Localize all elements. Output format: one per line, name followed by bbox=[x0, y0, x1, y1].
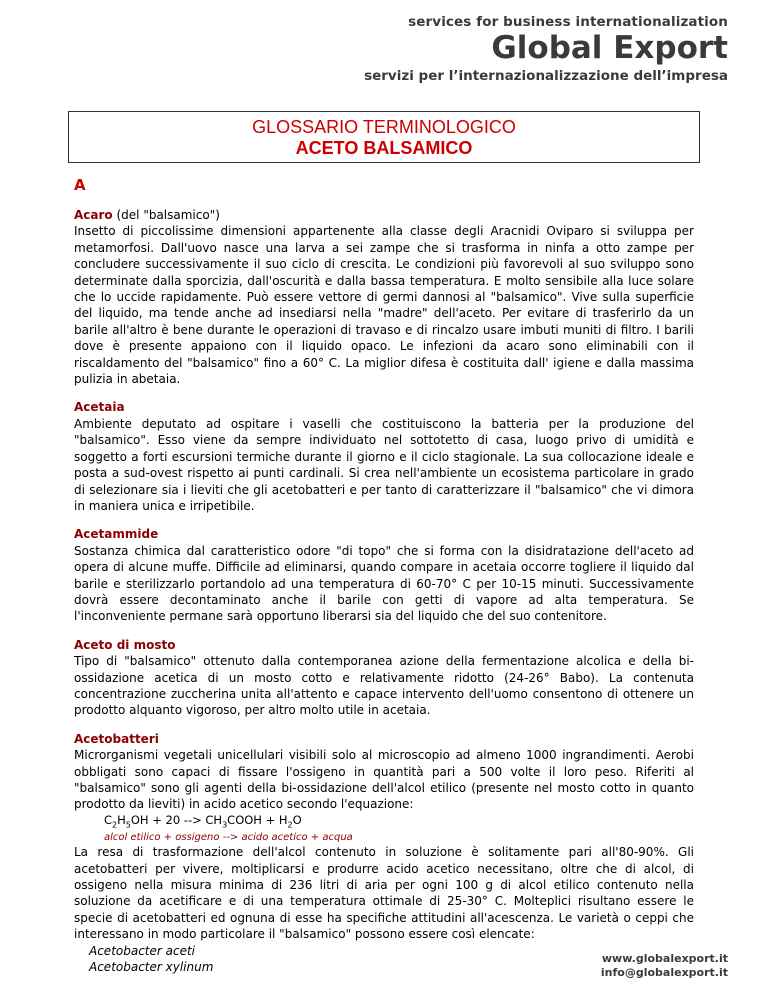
tagline-italian: servizi per l’internazionalizzazione dell’impresa bbox=[364, 68, 728, 84]
entry-definition: Ambiente deputato ad ospitare i vaselli che costituiscono la batteria per la produzione del "balsamico". Esso viene da sempre individuato nel sottotetto di casa, luogo privo di umidità e soggetto a forti escursioni termiche durante il giorno e il ciclo stagionale. La sua collocazione ideale e posta a sud-ovest rispetto ai punti cardinali. Si crea nell'ambiente un ecosistema particolare in grado di selezionare sia i lieviti che gli acetobatteri e per tanto di caratterizzare il "balsamico" che vi dimora in maniera unica e irripetibile. bbox=[74, 416, 694, 513]
entry-term-note: (del "balsamico") bbox=[112, 208, 220, 222]
entry-term: Acetaia bbox=[74, 400, 125, 415]
brand-name: Global Export bbox=[491, 30, 728, 66]
species-item: Acetobacter aceti bbox=[89, 943, 196, 958]
document-title: GLOSSARIO TERMINOLOGICO bbox=[252, 117, 516, 137]
entry-term: Acaro bbox=[74, 208, 113, 222]
brand-header bbox=[364, 14, 728, 84]
title-box bbox=[68, 111, 700, 163]
entry-term: Acetobatteri bbox=[74, 731, 159, 746]
entry-definition: Insetto di piccolissime dimensioni appartenente alla classe degli Aracnidi Oviparo si sviluppa per metamorfosi. Dall'uovo nasce una larva a sei zampe che si trasforma in ninfa a otto zampe per concludere successivamente il suo ciclo di crescita. Le condizioni più favorevoli al suo sviluppo sono determinate dalla sporcizia, dall'oscurità e dalla bassa temperatura. E molto sensibile alla luce solare che lo uccide rapidamente. Può essere vettore di germi dannosi al "balsamico". Vive sulla superficie del liquido, ma tende anche ad insediarsi nella "madre" dell'aceto. Per evitare di trasferirlo da un barile all'altro è bene durante le operazioni di travaso e di rincalzo usare imbuti muniti di filtro. I barili dove è presente appaiono con il liquido opaco. Le infezioni da acaro sono eliminabili con il riscaldamento del "balsamico" fino a 60° C. La miglior difesa è costituita dall' igiene e dalla massima pulizia in abetaia. bbox=[74, 224, 694, 387]
entry-definition: Microrganismi vegetali unicellulari visibili solo al microscopio ad almeno 1000 ingrandimenti. Aerobi obbligati sono capaci di fissare l'ossigeno in quantità pari a 500 volte il loro peso. Riferiti al "balsamico" sono gli agenti della bi-ossidazione dell'alcol etilico (presente nel mosto cotto in quanto prodotto da lieviti) in acido acetico secondo l'equazione: bbox=[74, 748, 694, 812]
entry-term: Aceto di mosto bbox=[74, 637, 176, 652]
equation-caption: alcol etilico + ossigeno --> acido acetico + acqua bbox=[104, 832, 353, 844]
glossary-entry-acetammide bbox=[74, 526, 694, 624]
glossary-content bbox=[74, 176, 694, 987]
species-item: Acetobacter xylinum bbox=[89, 959, 214, 974]
entry-term: Acetammide bbox=[74, 527, 159, 542]
glossary-entry-acetaia bbox=[74, 399, 694, 514]
entry-definition: Tipo di "balsamico" ottenuto dalla contemporanea azione della fermentazione alcolica e della bi-ossidazione acetica di un mosto cotto e relativamente ridotto (24-26° Babo). La contenuta concentrazione zuccherina unita all'attento e capace intervento dell'uomo consentono di ottenere un prodotto alquanto vigoroso, per altro molto utile in acetaia. bbox=[74, 654, 694, 718]
glossary-entry-acetobatteri bbox=[74, 731, 694, 976]
email-link[interactable]: info@globalexport.it bbox=[600, 966, 728, 979]
document-subtitle: ACETO BALSAMICO bbox=[295, 138, 473, 158]
entry-definition: Sostanza chimica dal caratteristico odore "di topo" che si forma con la disidratazione dell'aceto ad opera di alcune muffe. Difficile ad eliminarsi, quando compare in acetaia occorre togliere il liquido dal barile e sterilizzarlo portandolo ad una temperatura di 60-70° C per 10-15 minuti. Successivamente dovrà essere decontaminato anche il barile con getti di vapore ad alta temperatura. Se l'inconveniente permane sarà opportuno liberarsi sia del liquido che del suo contenitore. bbox=[74, 543, 694, 624]
glossary-entry-acaro bbox=[74, 207, 694, 387]
tagline-english: services for business internationalization bbox=[408, 14, 728, 30]
section-letter: A bbox=[74, 176, 86, 194]
glossary-entry-aceto-di-mosto bbox=[74, 637, 694, 719]
website-link[interactable]: www.globalexport.it bbox=[601, 952, 728, 965]
entry-definition-continued: La resa di trasformazione dell'alcol contenuto in soluzione è solitamente pari all'80-90%. Gli acetobatteri per vivere, moltiplicarsi e produrre acido acetico necessitano, oltre che di alcol, di ossigeno nella misura minima di 236 litri di aria per ogni 100 g di alcol etilico contenuto nella soluzione da acetificare e di una temperatura ottimale di 25-30° C. Molteplici risultano essere le specie di acetobatteri ed ognuna di esse ha specifiche attitudini all'acescenza. Le varietà o ceppi che interessano in modo particolare il "balsamico" possono essere così elencate: bbox=[74, 845, 694, 942]
footer-contacts bbox=[601, 952, 728, 980]
chemical-equation: $C_2H_5OH + 20$ --> $CH_3COOH + H_2O$ bbox=[104, 812, 302, 830]
